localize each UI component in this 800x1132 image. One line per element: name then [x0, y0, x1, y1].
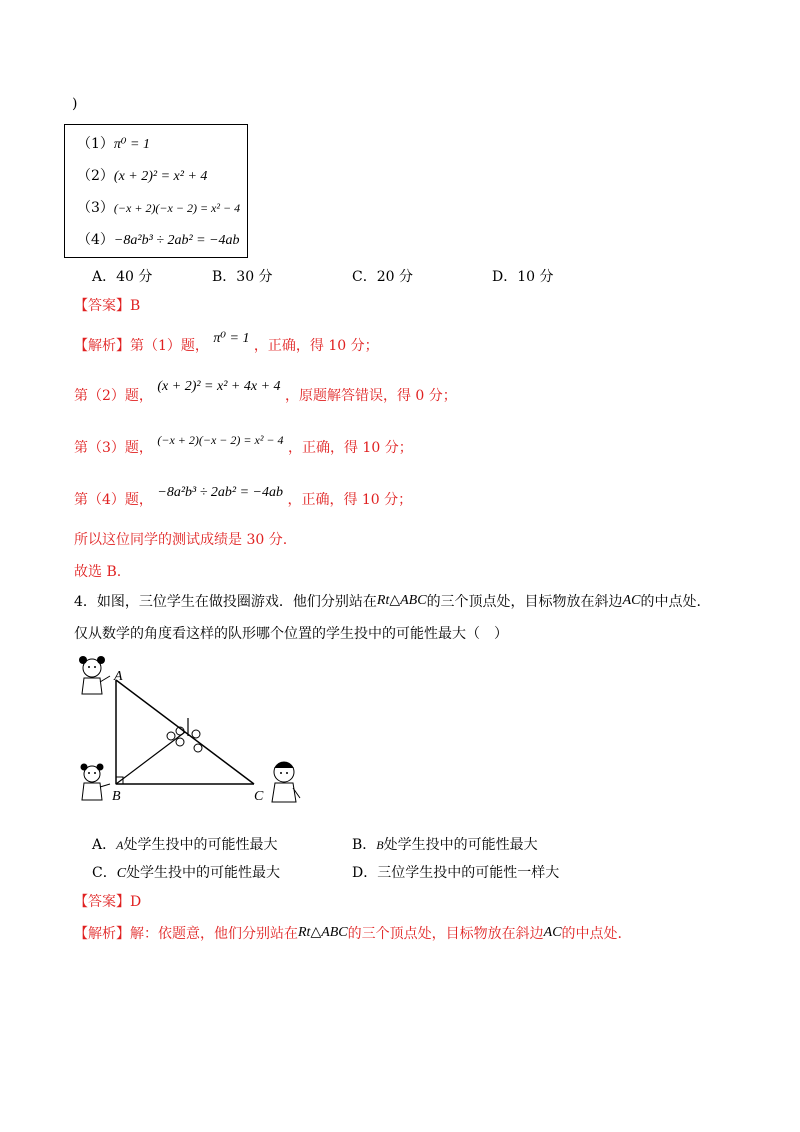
- q4-option-c: C．C处学生投中的可能性最大: [92, 865, 281, 881]
- q3-analysis-line-3: 第（3）题， (−x + 2)(−x − 2) = x² − 4 ，正确，得 10 分；: [74, 433, 413, 456]
- q4-stem-line-2: 仅从数学的角度看这样的队形哪个位置的学生投中的可能性最大（ ）: [74, 626, 508, 642]
- ring-icon: [176, 738, 184, 746]
- box-item-3: （3）(−x + 2)(−x − 2) = x² − 4: [77, 200, 241, 216]
- q3-analysis-line-4: 第（4）题， −8a²b³ ÷ 2ab² = −4ab ，正确，得 10 分；: [74, 485, 413, 508]
- q4-stem-line-1: 4．如图，三位学生在做投圈游戏．他们分别站在Rt△ABC的三个顶点处，目标物放在斜边AC的中点处.: [74, 593, 701, 610]
- ring-icon: [194, 744, 202, 752]
- q3-answer: 【答案】B: [74, 298, 141, 314]
- median-bm: [116, 732, 185, 784]
- q4-option-a: A．A处学生投中的可能性最大: [92, 837, 278, 853]
- continuation-paren: ): [72, 96, 78, 112]
- q3-conclusion: 所以这位同学的测试成绩是 30 分.: [74, 532, 288, 548]
- ring-icon: [167, 732, 175, 740]
- q4-option-b: B．B处学生投中的可能性最大: [352, 837, 538, 853]
- q3-analysis-line-1: 【解析】第（1）题， π⁰ = 1 ，正确，得 10 分；: [74, 331, 379, 354]
- vertex-label-a: A: [114, 669, 123, 684]
- ring-icon: [192, 730, 200, 738]
- problem-box: [64, 124, 248, 258]
- box-item-4: （4）−8a²b³ ÷ 2ab² = −4ab: [77, 232, 240, 248]
- q4-analysis: 【解析】解：依题意，他们分别站在Rt△ABC的三个顶点处，目标物放在斜边AC的中点处.: [74, 925, 622, 942]
- q3-option-d: D．10 分: [492, 269, 554, 285]
- box-item-2: （2）(x + 2)² = x² + 4: [77, 168, 208, 184]
- triangle-figure: [72, 652, 332, 812]
- student-girl-icon: [81, 764, 111, 801]
- q3-option-a: A．40 分: [92, 269, 153, 285]
- vertex-label-c: C: [254, 789, 264, 804]
- vertex-label-b: B: [112, 789, 121, 804]
- box-item-1: （1）π⁰ = 1: [77, 136, 150, 152]
- q3-choose: 故选 B.: [74, 564, 122, 580]
- student-girl-icon: [79, 656, 110, 694]
- q3-analysis-line-2: 第（2）题， (x + 2)² = x² + 4x + 4 ，原题解答错误，得 0 分；: [74, 379, 457, 404]
- q4-answer: 【答案】D: [74, 894, 142, 910]
- student-boy-icon: [272, 762, 300, 802]
- q4-option-d: D．三位学生投中的可能性一样大: [352, 865, 560, 881]
- q3-option-c: C．20 分: [352, 269, 413, 285]
- q3-option-b: B．30 分: [212, 269, 273, 285]
